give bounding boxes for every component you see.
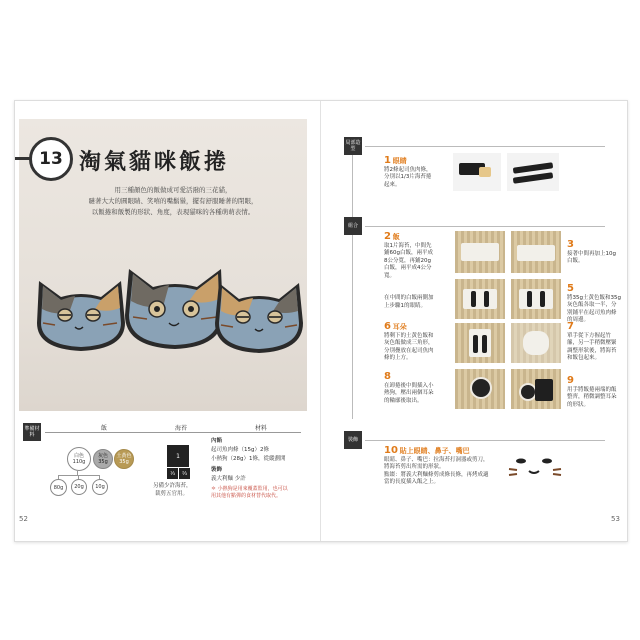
step-line: 用手將飯捲兩端的飯 (567, 386, 617, 393)
step-line: 將2條起司魚肉條， (384, 166, 432, 173)
cat-rolls-illustration (29, 253, 309, 363)
nori-third: ⅓ (167, 468, 178, 479)
recipe-number: 13 (29, 137, 73, 181)
step-line: 將剩下的土黃色飯和 (384, 332, 434, 339)
deco-item: 義大利麵 少許 (211, 476, 246, 482)
red-note-line: ＊ 小熱狗是用來覆蓋監用，也可以 (211, 486, 288, 492)
step-line: 眼睛、鼻子、嘴巴：拉海苔打洞器或剪刀， (384, 456, 489, 463)
col-ingredients-head: 材料 (255, 425, 268, 432)
rice-white-circle: 白色 110g (67, 447, 91, 471)
step-7 (567, 323, 625, 363)
nori-note-line: 裁剪五官用。 (155, 491, 189, 497)
step-5 (567, 285, 625, 325)
step-title: 飯 (392, 233, 400, 241)
step-line: 鋪60g白飯，兩平成 (384, 250, 433, 256)
step-line: 條的上方。 (384, 355, 412, 361)
step-6-photo (455, 323, 505, 363)
step-5-photo (511, 279, 561, 319)
rice-split-10: 10g (92, 479, 108, 495)
step-line: 接著中間再加上10g (567, 250, 616, 257)
nori-note-line: 另備少許海苔， (153, 483, 192, 489)
step-number: 10 (384, 445, 398, 456)
step-line: 和飯包起來。 (567, 355, 601, 361)
materials-rule (45, 432, 301, 433)
step-8-photo (455, 369, 505, 409)
step-7-photo (511, 323, 561, 363)
cat-roll-right (215, 283, 303, 353)
step-title: 貼上眼睛、鼻子、嘴巴 (399, 447, 470, 455)
step-2-photo (455, 231, 505, 273)
recipe-intro (73, 185, 273, 218)
step-line: 取1片海苔，中間先 (384, 242, 432, 249)
face-parts-illustration (507, 449, 567, 485)
step-line: 當的長度插入飯之上。 (384, 479, 440, 485)
step-number: 2 (384, 231, 391, 242)
rice-gray-circle: 灰色 35g (93, 449, 113, 469)
step-line: 簾，另一手稍微壓緊 (567, 340, 617, 346)
cat-roll-middle (125, 269, 223, 349)
rice-gold-circle: 土黃色 35g (114, 449, 134, 469)
step-number: 9 (567, 375, 574, 386)
section-rule (365, 146, 605, 147)
step-line: 白飯。 (567, 258, 584, 264)
recipe-title: 淘氣貓咪飯捲 (79, 150, 230, 175)
step-1-photo-a (453, 153, 501, 191)
step-4-photo (455, 279, 505, 319)
step-line: 在卸捲後中間插入小 (384, 382, 434, 389)
split-connector (58, 475, 100, 476)
step-9 (567, 377, 625, 409)
step-2 (384, 233, 456, 280)
step-line: 整齊，稍微調整耳朵 (567, 394, 617, 400)
step-line: 白飯，兩平成4公分 (384, 265, 432, 271)
inner-item: 起司魚肉條（15g）2條 (211, 447, 269, 453)
step-1 (384, 157, 450, 189)
step-6 (384, 323, 456, 363)
step-9-photo (511, 369, 561, 409)
step-line: 點綴：將義大利麵條剪成條長條，再烤成適 (384, 471, 489, 478)
book-spread (14, 100, 628, 542)
step-number: 8 (384, 371, 391, 382)
step-line: 單手從下方握起竹 (567, 332, 612, 339)
inner-title: 內餡 (211, 438, 223, 444)
section-rule (365, 226, 605, 227)
step-number: 5 (567, 283, 574, 294)
step-1-photo-b (507, 153, 559, 191)
page-number-left: 52 (19, 515, 28, 523)
step-number: 6 (384, 321, 391, 332)
cat-roll-left (37, 281, 125, 351)
step-title: 眼睛 (392, 157, 407, 165)
step-line: 起來。 (384, 181, 401, 188)
step-4 (384, 295, 456, 310)
section-tag-decorate: 裝飾 (344, 431, 362, 449)
intro-line: 瞇著大大的圓眼睛、笑嘻的嘴鬍鬚，擺有舒服睡著的閉眼， (88, 197, 258, 205)
section-tag-assemble: 組合 (344, 217, 362, 235)
rice-split-20: 20g (71, 479, 87, 495)
step-line: 8公分寬，再鋪20g (384, 257, 431, 264)
step-line: 調整形狀後，將海苔 (567, 347, 617, 354)
step-line: 將海苔剪出所需的形狀。 (384, 464, 445, 470)
deco-title: 裝飾 (211, 467, 223, 473)
step-line: 寬。 (384, 272, 396, 279)
col-rice-head: 飯 (101, 425, 108, 432)
step-line: 熱狗，壓出兩個耳朵 (384, 390, 434, 396)
step-line: 別鋪平在起司魚肉條 (567, 309, 617, 316)
step-number: 3 (567, 239, 574, 250)
section-tag-parts: 局部造型 (344, 137, 362, 155)
page-number-right: 53 (611, 515, 620, 523)
intro-line: 以飯捲和飯製的形狀、角度，表現貓咪的各種萌萌表情。 (91, 208, 255, 216)
step-line: 的形狀。 (567, 401, 590, 408)
nori-whole-sheet: 1 (167, 445, 189, 467)
step-number: 7 (567, 321, 574, 332)
step-line: 分別疊放在起司魚肉 (384, 347, 434, 354)
step-line: 在中間的白飯兩側加 (384, 295, 434, 301)
nori-two-thirds: ⅔ (179, 468, 190, 479)
page-gutter (320, 101, 321, 541)
step-line: 分別以1/3片海苔捲 (384, 174, 432, 180)
step-line: 上步驟1的眼睛。 (384, 302, 426, 309)
step-8 (384, 373, 456, 405)
step-3 (567, 241, 623, 266)
col-nori-head: 海苔 (175, 425, 188, 432)
step-3-photo (511, 231, 561, 273)
rice-split-80: 80g (50, 479, 67, 496)
step-line: 灰色飯各取一半，分 (567, 302, 617, 308)
section-rule (365, 440, 605, 441)
step-title: 耳朵 (392, 323, 407, 331)
step-line: 的輪廓後取出。 (384, 397, 423, 404)
inner-item: 小熱狗（28g）1條，從縱劃開 (211, 456, 286, 462)
step-line: 的周邊。 (567, 317, 590, 323)
materials-tag: 準備材料 (23, 423, 41, 441)
step-line: 灰色飯做成三角形， (384, 340, 434, 346)
section-vline (352, 229, 353, 419)
step-line: 將35g土黃色飯和35g (567, 294, 621, 301)
red-note-line: 用其他有點彈的食材替代取代。 (211, 493, 282, 499)
step-number: 1 (384, 155, 391, 166)
intro-line: 用三種顏色的飯做成可愛活潑的三花貓， (114, 186, 232, 194)
